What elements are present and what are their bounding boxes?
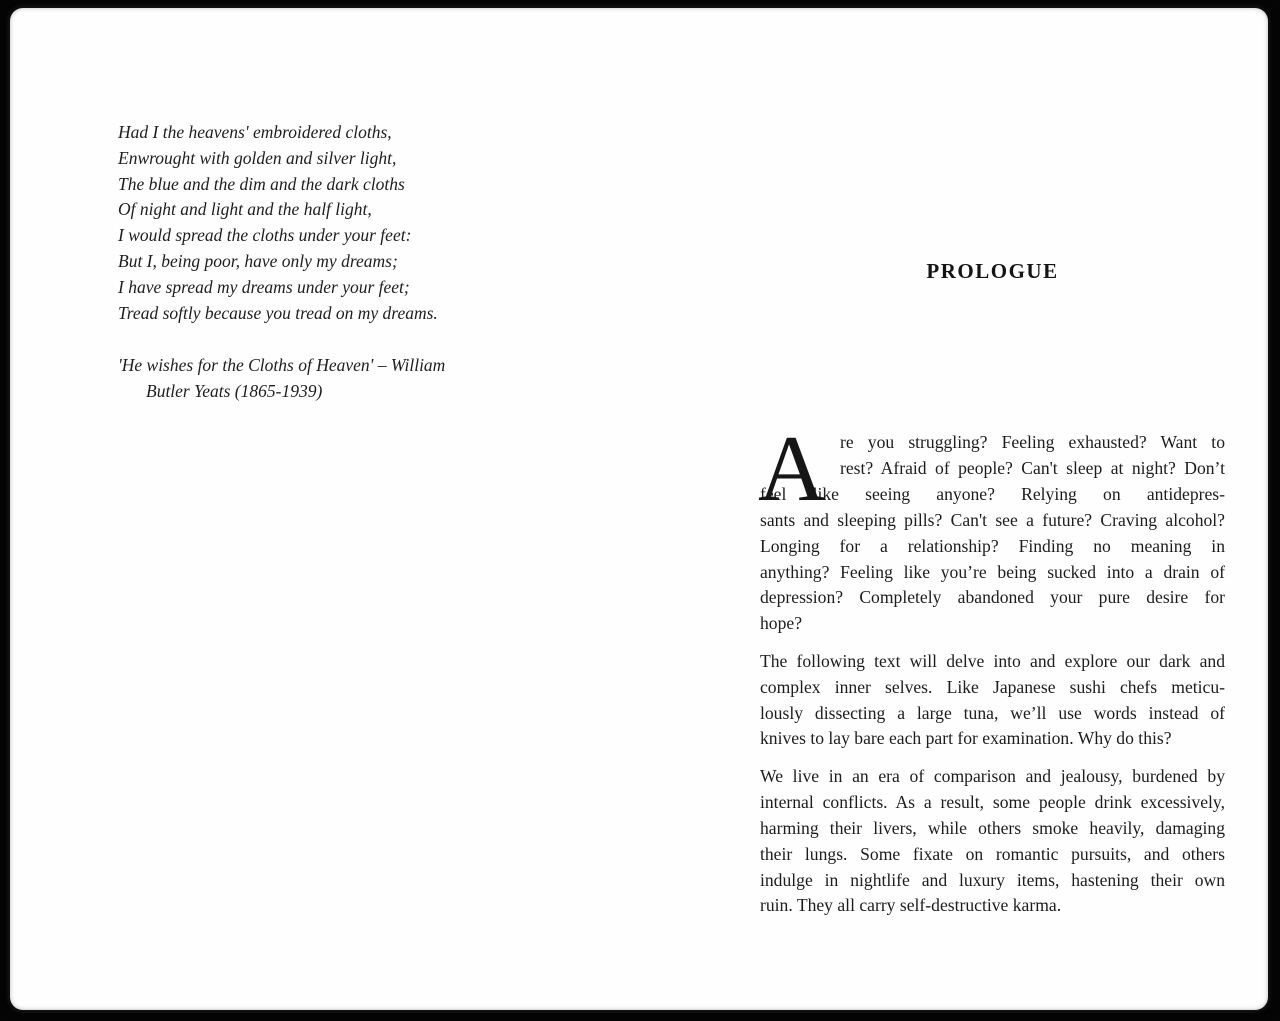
attribution-line: Butler Yeats (1865-1939) <box>146 381 323 401</box>
epigraph-poem <box>118 120 548 326</box>
text-line: feel like seeing anyone? Relying on antidepres- <box>760 483 1225 504</box>
chapter-heading: PROLOGUE <box>926 259 1059 283</box>
text-line: Longing for a relationship? Finding no meaning in <box>760 535 1225 556</box>
poem-attribution <box>118 352 548 404</box>
text-line: anything? Feeling like you’re being sucked into a drain of <box>760 561 1225 582</box>
poem-line: Had I the heavens' embroidered cloths, <box>118 122 392 142</box>
poem-line: The blue and the dim and the dark cloths <box>118 173 405 194</box>
text-line: internal conflicts. As a result, some people drink excessively, <box>760 791 1225 812</box>
left-page <box>10 8 650 1010</box>
text-line: depression? Completely abandoned your pure desire for <box>760 587 1225 608</box>
right-page <box>650 8 1280 1010</box>
text-line: ruin. They all carry self-destructive karma. <box>760 895 1062 916</box>
poem-line: Enwrought with golden and silver light, <box>118 147 397 168</box>
text-line: lously dissecting a large tuna, we’ll use words instead of <box>760 702 1225 723</box>
text-line: We live in an era of comparison and jealousy, burdened by <box>760 765 1225 786</box>
text-line: indulge in nightlife and luxury items, hastening their own <box>760 869 1225 890</box>
drop-cap: A <box>758 417 826 521</box>
chapter-body <box>758 417 1225 931</box>
text-line: hope? <box>760 613 803 634</box>
text-line: complex inner selves. Like Japanese sushi chefs meticu- <box>760 676 1225 697</box>
text-line: knives to lay bare each part for examination. Why do this? <box>760 728 1172 749</box>
text-line: rest? Afraid of people? Can't sleep at night? Don’t <box>840 457 1225 478</box>
paragraph <box>760 764 1225 919</box>
attribution-line: 'He wishes for the Cloths of Heaven' – William <box>118 355 446 375</box>
text-line: re you struggling? Feeling exhausted? Want to <box>840 432 1225 452</box>
poem-line: Of night and light and the half light, <box>118 199 372 220</box>
poem-line: But I, being poor, have only my dreams; <box>118 250 398 271</box>
paragraph <box>760 649 1225 753</box>
poem-line: I would spread the cloths under your feet: <box>118 225 412 246</box>
poem-line: I have spread my dreams under your feet; <box>118 276 410 297</box>
paragraph <box>758 417 1225 637</box>
text-line: The following text will delve into and explore our dark and <box>760 650 1225 671</box>
text-line: sants and sleeping pills? Can't see a future? Craving alcohol? <box>760 509 1225 530</box>
book-spread <box>10 8 1268 1010</box>
text-line: their lungs. Some fixate on romantic pursuits, and others <box>760 843 1225 864</box>
poem-line: Tread softly because you tread on my dreams. <box>118 302 438 323</box>
text-line: harming their livers, while others smoke heavily, damaging <box>760 817 1225 838</box>
